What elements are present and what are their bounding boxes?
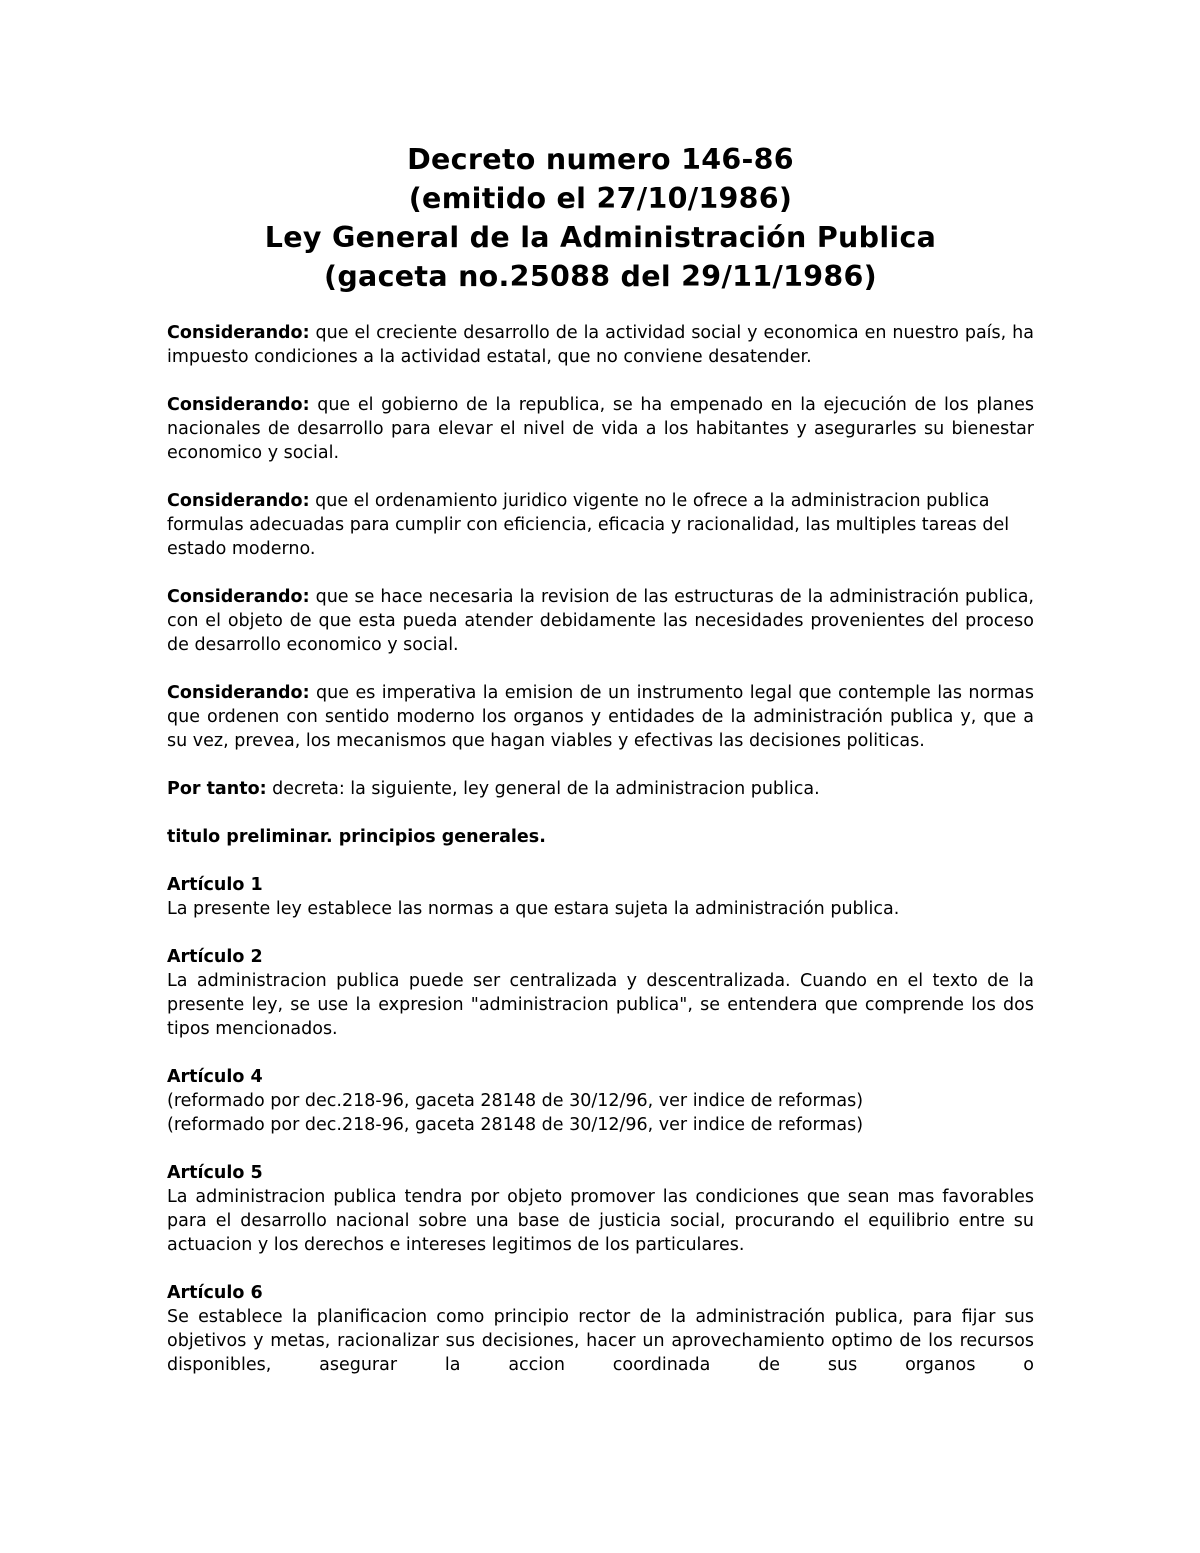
article-heading: Artículo 5 [167,1163,263,1183]
title-line-emission-date: (emitido el 27/10/1986) [408,182,793,215]
article-heading: Artículo 1 [167,875,263,895]
article-block [167,1065,1034,1137]
por-tanto-label: Por tanto: [167,779,267,799]
article-block [167,1281,1034,1377]
considerando-label: Considerando: [167,491,310,511]
article-heading: Artículo 4 [167,1067,263,1087]
document-title [167,0,1034,296]
considerando-label: Considerando: [167,587,310,607]
considerando-text: que es imperativa la emision de un instrumento legal que contemple las normas que ordenen con sentido moderno los organos y entidades de la administración publica y, que a su vez, prevea, los mecanismos que hagan viables y efectivas las decisiones politicas. [167,683,1034,751]
article-text: (reformado por dec.218-96, gaceta 28148 de 30/12/96, ver indice de reformas) [167,1091,864,1111]
article-text: (reformado por dec.218-96, gaceta 28148 de 30/12/96, ver indice de reformas) [167,1115,864,1135]
title-line-decree: Decreto numero 146-86 [407,143,794,176]
considerando-paragraph [167,393,1034,465]
article-text: La administracion publica tendra por objeto promover las condiciones que sean mas favorables para el desarrollo nacional sobre una base de justicia social, procurando el equilibrio entre su actuacion y los derechos e intereses legitimos de los particulares. [167,1187,1034,1255]
article-heading: Artículo 2 [167,947,263,967]
considerando-label: Considerando: [167,395,310,415]
considerando-paragraph [167,489,1034,561]
considerando-label: Considerando: [167,683,310,703]
considerando-text: que se hace necesaria la revision de las estructuras de la administración publica, con el objeto de que esta pueda atender debidamente las necesidades provenientes del proceso de desarrollo economico y social. [167,587,1034,655]
title-line-law-name: Ley General de la Administración Publica [264,221,937,254]
article-text: La presente ley establece las normas a que estara sujeta la administración publica. [167,899,900,919]
considerando-paragraph [167,681,1034,753]
section-title [167,825,1034,849]
title-line-gazette: (gaceta no.25088 del 29/11/1986) [324,260,877,293]
article-block [167,873,1034,921]
por-tanto-paragraph [167,777,1034,801]
considerando-text: que el ordenamiento juridico vigente no le ofrece a la administracion publica formulas adecuadas para cumplir con eficiencia, eficacia y racionalidad, las multiples tareas del estado moderno. [167,491,1010,559]
document-body [167,321,1034,1377]
article-heading: Artículo 6 [167,1283,263,1303]
article-text: La administracion publica puede ser centralizada y descentralizada. Cuando en el texto de la presente ley, se use la expresion "administracion publica", se entendera que comprende los dos tipos mencionados. [167,971,1034,1039]
article-text: Se establece la planificacion como principio rector de la administración publica, para fijar sus objetivos y metas, racionalizar sus decisiones, hacer un aprovechamiento optimo de los recursos disponibles, asegurar la accion coordinada de sus organos o [167,1307,1034,1375]
considerando-label: Considerando: [167,323,310,343]
article-block [167,1161,1034,1257]
article-block [167,945,1034,1041]
considerando-paragraph [167,585,1034,657]
por-tanto-text: decreta: la siguiente, ley general de la administracion publica. [266,779,820,799]
considerando-paragraph [167,321,1034,369]
section-title-text: titulo preliminar. principios generales. [167,827,546,847]
considerando-text: que el gobierno de la republica, se ha empenado en la ejecución de los planes nacionales de desarrollo para elevar el nivel de vida a los habitantes y asegurarles su bienestar economico y social. [167,395,1034,463]
considerando-text: que el creciente desarrollo de la actividad social y economica en nuestro país, ha impuesto condiciones a la actividad estatal, que no conviene desatender. [167,323,1034,367]
